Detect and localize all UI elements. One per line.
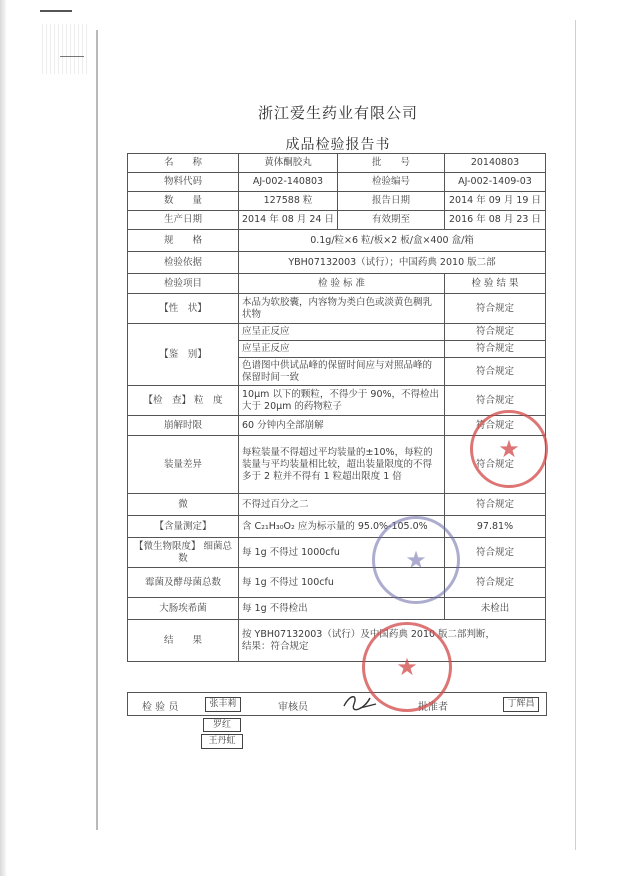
standard-header: 检 验 标 准	[239, 274, 445, 294]
batch-label: 批 号	[338, 154, 445, 173]
row-item: 【检 查】 粒 度	[128, 386, 239, 416]
row-standard: 不得过百分之二	[239, 494, 445, 516]
spec-label: 规 格	[128, 230, 239, 252]
expiry-value: 2016 年 08 月 23 日	[445, 211, 546, 230]
row-item: 霉菌及酵母菌总数	[128, 568, 239, 598]
row-item: 【鉴 别】	[128, 324, 239, 386]
row-standard: 本品为软胶囊，内容物为类白色或淡黄色稠乳状物	[239, 294, 445, 324]
row-standard: 色谱图中供试品峰的保留时间应与对照品峰的保留时间一致	[239, 358, 445, 386]
row-item: 【微生物限度】 细菌总数	[128, 538, 239, 568]
quality-seal-red	[362, 622, 452, 712]
testno-label: 检验编号	[338, 173, 445, 192]
row-item: 崩解时限	[128, 416, 239, 436]
testno-value: AJ-002-1409-03	[445, 173, 546, 192]
approver-signature: 丁辉昌	[503, 697, 539, 712]
row-standard: 应呈正反应	[239, 341, 445, 358]
basis-value: YBH07132003（试行）；中国药典 2010 版二部	[239, 252, 546, 274]
proddate-label: 生产日期	[128, 211, 239, 230]
inspection-table	[127, 153, 546, 662]
company-name: 浙江爱生药业有限公司	[257, 104, 418, 122]
name-value: 黄体酮胶丸	[239, 154, 338, 173]
row-item: 【含量测定】	[128, 516, 239, 538]
row-result: 未检出	[445, 598, 546, 620]
approver-label: 批准者	[418, 702, 448, 713]
row-standard: 每 1g 不得过 1000cfu	[239, 538, 445, 568]
row-standard: 应呈正反应	[239, 324, 445, 341]
basis-label: 检验依据	[128, 252, 239, 274]
code-value: AJ-002-140803	[239, 173, 338, 192]
proddate-value: 2014 年 08 月 24 日	[239, 211, 338, 230]
signature-row	[127, 692, 547, 716]
row-result: 符合规定	[445, 358, 546, 386]
qty-value: 127588 粒	[239, 192, 338, 211]
code-label: 物料代码	[128, 173, 239, 192]
row-standard: 10μm 以下的颗粒，不得少于 90%，不得检出大于 20μm 的药物粒子	[239, 386, 445, 416]
inspector-signature: 罗红	[203, 718, 241, 732]
expiry-label: 有效期至	[338, 211, 445, 230]
result-basis: 按 YBH07132003（试行）及中国药典 2010 版二部判断，	[242, 628, 496, 640]
row-result: 符合规定	[445, 538, 546, 568]
row-standard: 60 分钟内全部崩解	[239, 416, 445, 436]
row-result: 符合规定	[445, 294, 546, 324]
row-standard: 每 1g 不得过 100cfu	[239, 568, 445, 598]
qty-label: 数 量	[128, 192, 239, 211]
spec-value: 0.1g/粒×6 粒/板×2 板/盒×400 盒/箱	[239, 230, 546, 252]
row-item: 【性 状】	[128, 294, 239, 324]
row-result: 符合规定	[445, 341, 546, 358]
quality-seal-blue	[372, 516, 460, 604]
result-label: 结 果	[128, 620, 239, 662]
row-result: 符合规定	[445, 416, 546, 436]
row-item: 微	[128, 494, 239, 516]
row-result: 97.81%	[445, 516, 546, 538]
reportdate-value: 2014 年 09 月 19 日	[445, 192, 546, 211]
inspector-label: 检 验 员	[142, 702, 179, 713]
scan-edge	[0, 0, 6, 876]
report-title: 成品检验报告书	[285, 137, 391, 153]
row-standard: 含 C₂₁H₃₀O₂ 应为标示量的 95.0%-105.0%	[239, 516, 445, 538]
conclusion: 结果：符合规定	[242, 640, 309, 652]
inspector-signature: 王丹虹	[201, 734, 243, 749]
items-label: 检验项目	[128, 274, 239, 294]
star-icon: ★	[405, 546, 427, 574]
star-icon: ★	[396, 653, 418, 681]
scan-mark	[60, 56, 84, 57]
row-standard: 每 1g 不得检出	[239, 598, 445, 620]
scan-mark	[40, 10, 72, 12]
row-result: 符合规定	[445, 436, 546, 494]
star-icon: ★	[498, 435, 520, 463]
inspector-signature: 张丰莉	[205, 697, 241, 712]
row-result: 符合规定	[445, 568, 546, 598]
scan-noise	[42, 24, 90, 74]
name-label: 名 称	[128, 154, 239, 173]
batch-value: 20140803	[445, 154, 546, 173]
row-item: 装量差异	[128, 436, 239, 494]
result-header: 检 验 结 果	[445, 274, 546, 294]
reportdate-label: 报告日期	[338, 192, 445, 211]
reviewer-label: 审核员	[278, 702, 308, 713]
qa-department-seal	[470, 410, 548, 488]
row-item: 大肠埃希菌	[128, 598, 239, 620]
row-standard: 每粒装量不得超过平均装量的±10%，每粒的装量与平均装量相比较，超出装量限度的不得多于 2 粒并不得有 1 粒超出限度 1 倍	[239, 436, 445, 494]
row-result: 符合规定	[445, 494, 546, 516]
row-result: 符合规定	[445, 324, 546, 341]
row-result: 符合规定	[445, 386, 546, 416]
